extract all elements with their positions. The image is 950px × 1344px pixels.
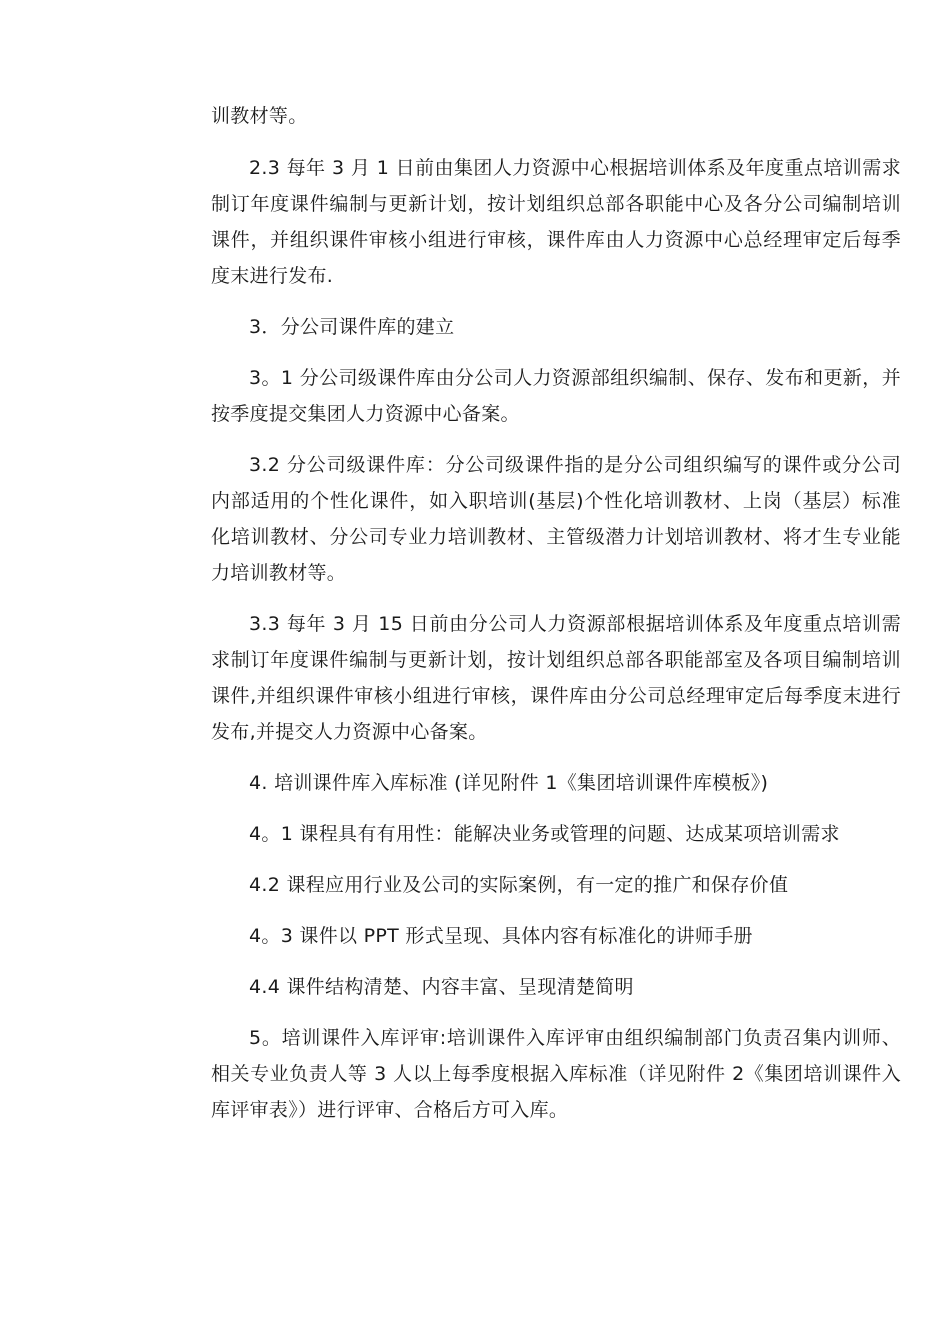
section-heading-3: 3．分公司课件库的建立 — [249, 316, 455, 338]
paragraph-4-1: 4。1 课程具有有用性：能解决业务或管理的问题、达成某项培训需求 — [249, 823, 840, 845]
paragraph-3-2: 3.2 分公司级课件库：分公司级课件指的是分公司组织编写的课件或分公司内部适用的个性化课件，如入职培训(基层)个性化培训教材、上岗（基层）标准化培训教材、分公司专业力培训教材、主管级潜力计划培训教材、将才生专业能力培训教材等。 — [211, 454, 901, 584]
paragraph-4-3: 4。3 课件以 PPT 形式呈现、具体内容有标准化的讲师手册 — [249, 925, 753, 947]
paragraph-3-3: 3.3 每年 3 月 15 日前由分公司人力资源部根据培训体系及年度重点培训需求制订年度课件编制与更新计划，按计划组织总部各职能部室及各项目编制培训课件,并组织课件审核小组进行审核，课件库由分公司总经理审定后每季度末进行发布,并提交人力资源中心备案。 — [211, 613, 901, 743]
paragraph-continuation: 训教材等。 — [211, 105, 308, 127]
paragraph-2-3: 2.3 每年 3 月 1 日前由集团人力资源中心根据培训体系及年度重点培训需求制订年度课件编制与更新计划，按计划组织总部各职能中心及各分公司编制培训课件，并组织课件审核小组进行审核，课件库由人力资源中心总经理审定后每季度末进行发布. — [211, 157, 901, 287]
paragraph-4-4: 4.4 课件结构清楚、内容丰富、呈现清楚简明 — [249, 976, 634, 998]
paragraph-3-1: 3。1 分公司级课件库由分公司人力资源部组织编制、保存、发布和更新，并按季度提交集团人力资源中心备案。 — [211, 367, 901, 425]
paragraph-5: 5。培训课件入库评审:培训课件入库评审由组织编制部门负责召集内训师、相关专业负责人等 3 人以上每季度根据入库标准（详见附件 2《集团培训课件入库评审表》）进行评审、合格后方可入库。 — [211, 1027, 901, 1121]
section-heading-4: 4. 培训课件库入库标准 (详见附件 1《集团培训课件库模板》) — [249, 772, 769, 794]
paragraph-4-2: 4.2 课程应用行业及公司的实际案例，有一定的推广和保存价值 — [249, 874, 789, 896]
document-body — [211, 98, 901, 1143]
